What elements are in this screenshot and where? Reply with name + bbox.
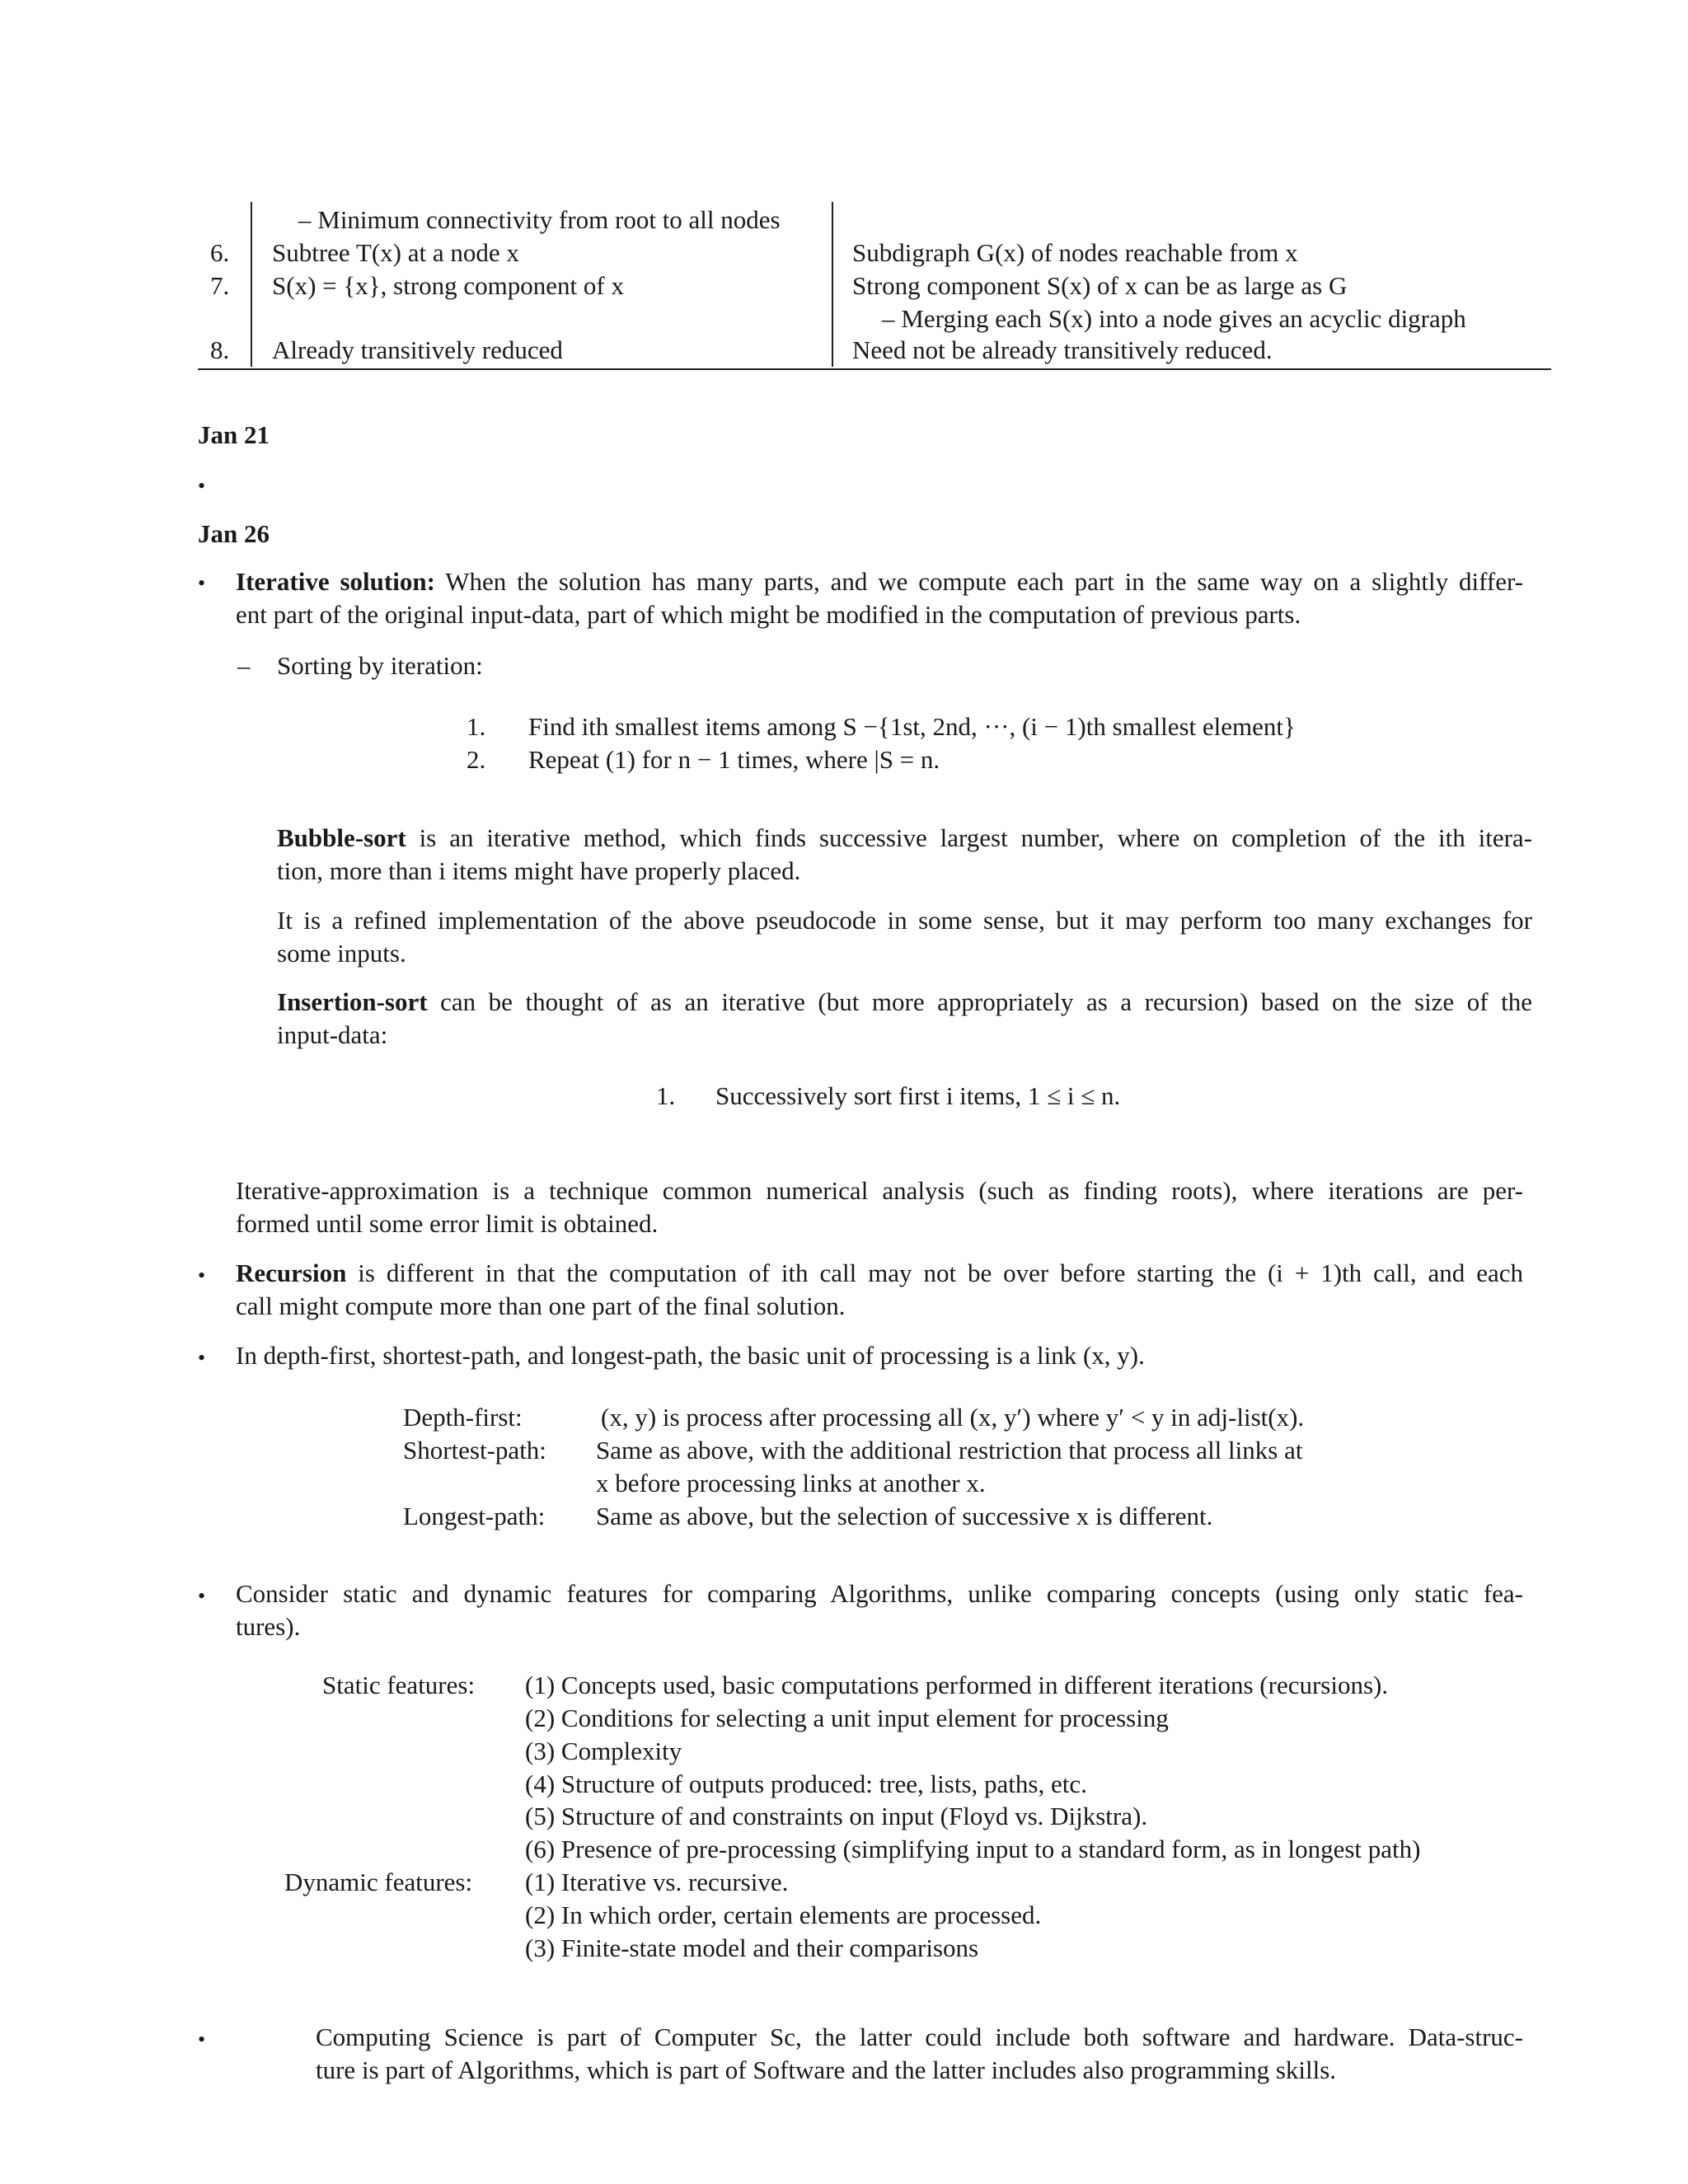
insertion-text: can be thought of as an iterative (but more appropriately as a recursion) based on the size of the (427, 987, 1532, 1016)
table-bottom-rule (198, 368, 1551, 370)
depth-first-paragraph: In depth-first, shortest-path, and longest-path, the basic unit of processing is a link (x, y). (236, 1341, 1145, 1370)
table-cell-left: Already transitively reduced (272, 335, 563, 364)
iterative-text: When the solution has many parts, and we compute each part in the same way on a slightly differ- (434, 567, 1523, 596)
approx-paragraph-line1: Iterative-approximation is a technique common numerical analysis (such as finding roots), where iterations are per- (236, 1176, 1523, 1205)
step-text: Find ith smallest items among S −{1st, 2nd, ···, (i − 1)th smallest element} (528, 712, 1296, 741)
iterative-paragraph-line2: ent part of the original input-data, part of which might be modified in the computation of previous parts. (236, 600, 1301, 629)
recursion-paragraph-line2: call might compute more than one part of the final solution. (236, 1291, 846, 1320)
insertion-paragraph-line2: input-data: (277, 1020, 388, 1049)
table-cell-right: Need not be already transitively reduced. (852, 335, 1273, 364)
bullet-icon: • (198, 2027, 206, 2051)
bullet-icon: • (198, 474, 206, 498)
refined-paragraph-line1: It is a refined implementation of the above pseudocode in some sense, but it may perform too many exchanges for (277, 906, 1532, 935)
recursion-lead: Recursion (236, 1258, 347, 1287)
bullet-icon: • (198, 1263, 206, 1287)
bubble-paragraph-line2: tion, more than i items might have properly placed. (277, 856, 801, 885)
bullet-icon: • (198, 571, 206, 595)
dynamic-feature-item: (1) Iterative vs. recursive. (525, 1868, 789, 1896)
table-cell-left: S(x) = {x}, strong component of x (272, 271, 624, 300)
table-cell-right: Subdigraph G(x) of nodes reachable from x (852, 238, 1298, 267)
refined-paragraph-line2: some inputs. (277, 939, 406, 968)
algo-description: x before processing links at another x. (596, 1469, 986, 1497)
insertion-paragraph-line1 (277, 986, 1532, 1019)
step-number: 1. (656, 1081, 676, 1110)
dash-icon: – (237, 651, 251, 680)
table-cell-right: – Merging each S(x) into a node gives an acyclic digraph (882, 304, 1466, 333)
static-feature-item: (3) Complexity (525, 1736, 682, 1765)
algo-label: Shortest-path: (403, 1436, 546, 1465)
table-cell-right: Strong component S(x) of x can be as large as G (852, 271, 1348, 300)
dynamic-features-label: Dynamic features: (284, 1868, 473, 1896)
dynamic-feature-item: (3) Finite-state model and their comparisons (525, 1933, 979, 1962)
insertion-lead: Insertion-sort (277, 987, 428, 1016)
step-text: Successively sort first i items, 1 ≤ i ≤ n. (715, 1081, 1121, 1110)
recursion-text: is different in that the computation of ith call may not be over before starting the (i + 1)th call, and each (346, 1258, 1523, 1287)
static-feature-item: (4) Structure of outputs produced: tree, lists, paths, etc. (525, 1769, 1087, 1798)
static-feature-item: (5) Structure of and constraints on input (Floyd vs. Dijkstra). (525, 1802, 1148, 1830)
bullet-icon: • (198, 1584, 206, 1608)
algo-label: Longest-path: (403, 1502, 546, 1530)
step-number: 2. (467, 745, 486, 774)
table-cell-left: Subtree T(x) at a node x (272, 238, 519, 267)
cs-paragraph-line1: Computing Science is part of Computer Sc, the latter could include both software and hardware. Data-struc- (316, 2022, 1523, 2051)
section-heading-jan26: Jan 26 (198, 519, 270, 548)
sorting-by-iteration-label: Sorting by iteration: (277, 651, 483, 680)
bullet-icon: • (198, 1346, 206, 1370)
table-row-num: 7. (210, 271, 230, 300)
algo-label: Depth-first: (403, 1403, 523, 1432)
table-row-top-left: – Minimum connectivity from root to all nodes (298, 205, 781, 234)
iterative-paragraph-line1 (236, 565, 1523, 598)
bubble-paragraph-line1 (277, 822, 1532, 855)
table-row-num: 6. (210, 238, 230, 267)
static-feature-item: (2) Conditions for selecting a unit input element for processing (525, 1704, 1169, 1732)
static-feature-item: (6) Presence of pre-processing (simplifying input to a standard form, as in longest path) (525, 1835, 1421, 1863)
step-number: 1. (467, 712, 486, 741)
algo-description: (x, y) is process after processing all (x, y′) where y′ < y in adj-list(x). (601, 1403, 1305, 1432)
step-text: Repeat (1) for n − 1 times, where |S = n. (528, 745, 940, 774)
approx-paragraph-line2: formed until some error limit is obtained. (236, 1209, 659, 1238)
features-paragraph-line2: tures). (236, 1612, 301, 1641)
static-features-label: Static features: (322, 1671, 476, 1699)
static-feature-item: (1) Concepts used, basic computations performed in different iterations (recursions). (525, 1671, 1389, 1699)
cs-paragraph-line2: ture is part of Algorithms, which is part of Software and the latter includes also programming skills. (316, 2055, 1337, 2084)
dynamic-feature-item: (2) In which order, certain elements are processed. (525, 1900, 1042, 1929)
features-paragraph-line1: Consider static and dynamic features for comparing Algorithms, unlike comparing concepts (using only static fea- (236, 1579, 1523, 1608)
bubble-lead: Bubble-sort (277, 823, 406, 852)
table-divider-right (832, 202, 833, 367)
iterative-lead: Iterative solution: (236, 567, 435, 596)
recursion-paragraph-line1 (236, 1257, 1523, 1290)
table-divider-left (251, 202, 252, 367)
section-heading-jan21: Jan 21 (198, 420, 270, 449)
algo-description: Same as above, with the additional restriction that process all links at (596, 1436, 1303, 1465)
table-row-num: 8. (210, 335, 230, 364)
bubble-text: is an iterative method, which finds successive largest number, where on completion of the ith itera- (406, 823, 1532, 852)
algo-description: Same as above, but the selection of successive x is different. (596, 1502, 1213, 1530)
